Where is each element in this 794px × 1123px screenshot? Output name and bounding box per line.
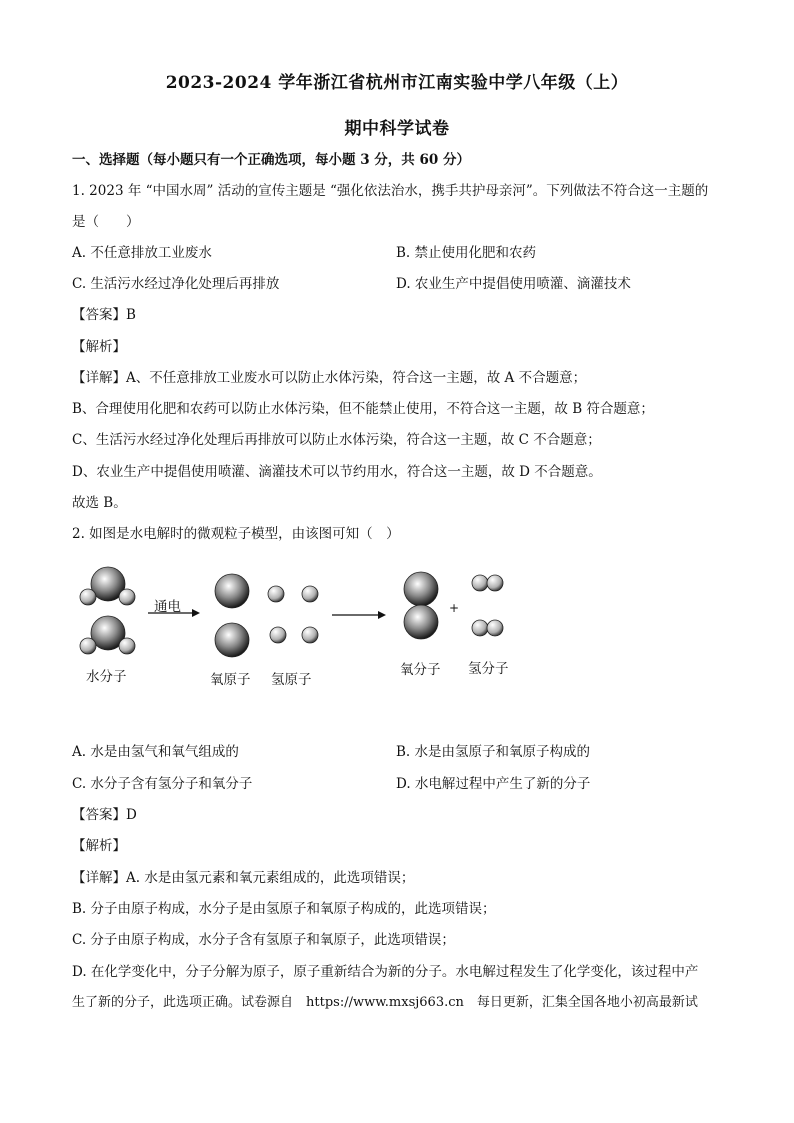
oxygen-molecule-icon xyxy=(404,572,438,639)
q1-stem-line1: 1. 2023 年 “中国水周” 活动的宣传主题是 “强化依法治水，携手共护母亲河”。下列做法不符合这一主题的 xyxy=(72,183,709,199)
oxygen-atom-icon xyxy=(215,574,249,608)
q2-detail-line: D. 在化学变化中，分子分解为原子，原子重新结合为新的分子。水电解过程发生了化学变化，该过程中产 xyxy=(72,964,699,980)
q1-option-a: A. 不任意排放工业废水 xyxy=(72,245,212,261)
q1-stem-line2: 是（ ） xyxy=(72,214,140,230)
reaction-arrow-icon xyxy=(332,611,386,619)
label-oxygen-molecule: 氧分子 xyxy=(400,662,441,678)
q2-stem: 2. 如图是水电解时的微观粒子模型，由该图可知（ ） xyxy=(72,526,400,542)
q2-answer: 【答案】D xyxy=(72,807,137,823)
doc-title-line2: 期中科学试卷 xyxy=(344,119,450,139)
q1-option-c: C. 生活污水经过净化处理后再排放 xyxy=(72,276,280,292)
label-water-molecule: 水分子 xyxy=(86,669,127,685)
q1-detail-line: D、农业生产中提倡使用喷灌、滴灌技术可以节约用水，符合这一主题，故 D 不合题意。 xyxy=(72,464,602,480)
q1-answer: 【答案】B xyxy=(72,307,136,323)
hydrogen-atom-icon xyxy=(270,627,286,643)
water-molecule-icon xyxy=(80,616,135,654)
q2-option-a: A. 水是由氢气和氧气组成的 xyxy=(72,744,239,760)
label-hydrogen-atom: 氢原子 xyxy=(271,672,312,688)
q1-option-d: D. 农业生产中提倡使用喷灌、滴灌技术 xyxy=(396,276,631,292)
doc-title-line1: 2023-2024 学年浙江省杭州市江南实验中学八年级（上） xyxy=(165,73,629,93)
q2-option-b: B. 水是由氢原子和氧原子构成的 xyxy=(396,744,591,760)
section-heading: 一、选择题（每小题只有一个正确选项，每小题 3 分，共 60 分） xyxy=(72,152,470,168)
label-oxygen-atom: 氧原子 xyxy=(210,672,251,688)
q2-detail-line: 生了新的分子，此选项正确。试卷源自 https://www.mxsj663.cn 每日更新，汇集全国各地小初高最新试 xyxy=(72,995,698,1010)
q2-detail-line: 【详解】A. 水是由氢元素和氧元素组成的，此选项错误； xyxy=(72,870,415,886)
q2-option-c: C. 水分子含有氢分子和氧分子 xyxy=(72,776,253,792)
hydrogen-atom-icon xyxy=(302,627,318,643)
q1-analysis-label: 【解析】 xyxy=(72,339,126,355)
q1-detail-line: C、生活污水经过净化处理后再排放可以防止水体污染，符合这一主题，故 C 不合题意； xyxy=(72,432,601,448)
hydrogen-molecule-icon xyxy=(472,575,503,591)
q1-detail-line: 故选 B。 xyxy=(72,495,127,511)
q2-option-d: D. 水电解过程中产生了新的分子 xyxy=(396,776,591,792)
q2-analysis-label: 【解析】 xyxy=(72,838,126,854)
q1-option-b: B. 禁止使用化肥和农药 xyxy=(396,245,537,261)
q1-detail-line: 【详解】A、不任意排放工业废水可以防止水体污染，符合这一主题，故 A 不合题意； xyxy=(72,370,587,386)
hydrogen-molecule-icon xyxy=(472,620,503,636)
plus-sign: + xyxy=(449,601,460,615)
q1-detail-line: B、合理使用化肥和农药可以防止水体污染，但不能禁止使用，不符合这一主题，故 B 符合题意； xyxy=(72,401,654,417)
q2-detail-line: C. 分子由原子构成，水分子含有氢原子和氧原子，此选项错误； xyxy=(72,932,455,948)
oxygen-atom-icon xyxy=(215,623,249,657)
water-molecule-icon xyxy=(80,567,135,605)
hydrogen-atom-icon xyxy=(302,586,318,602)
arrow-label: 通电 xyxy=(154,599,181,615)
label-hydrogen-molecule: 氢分子 xyxy=(468,661,509,677)
q2-detail-line: B. 分子由原子构成，水分子是由氢原子和氧原子构成的，此选项错误； xyxy=(72,901,496,917)
hydrogen-atom-icon xyxy=(268,586,284,602)
